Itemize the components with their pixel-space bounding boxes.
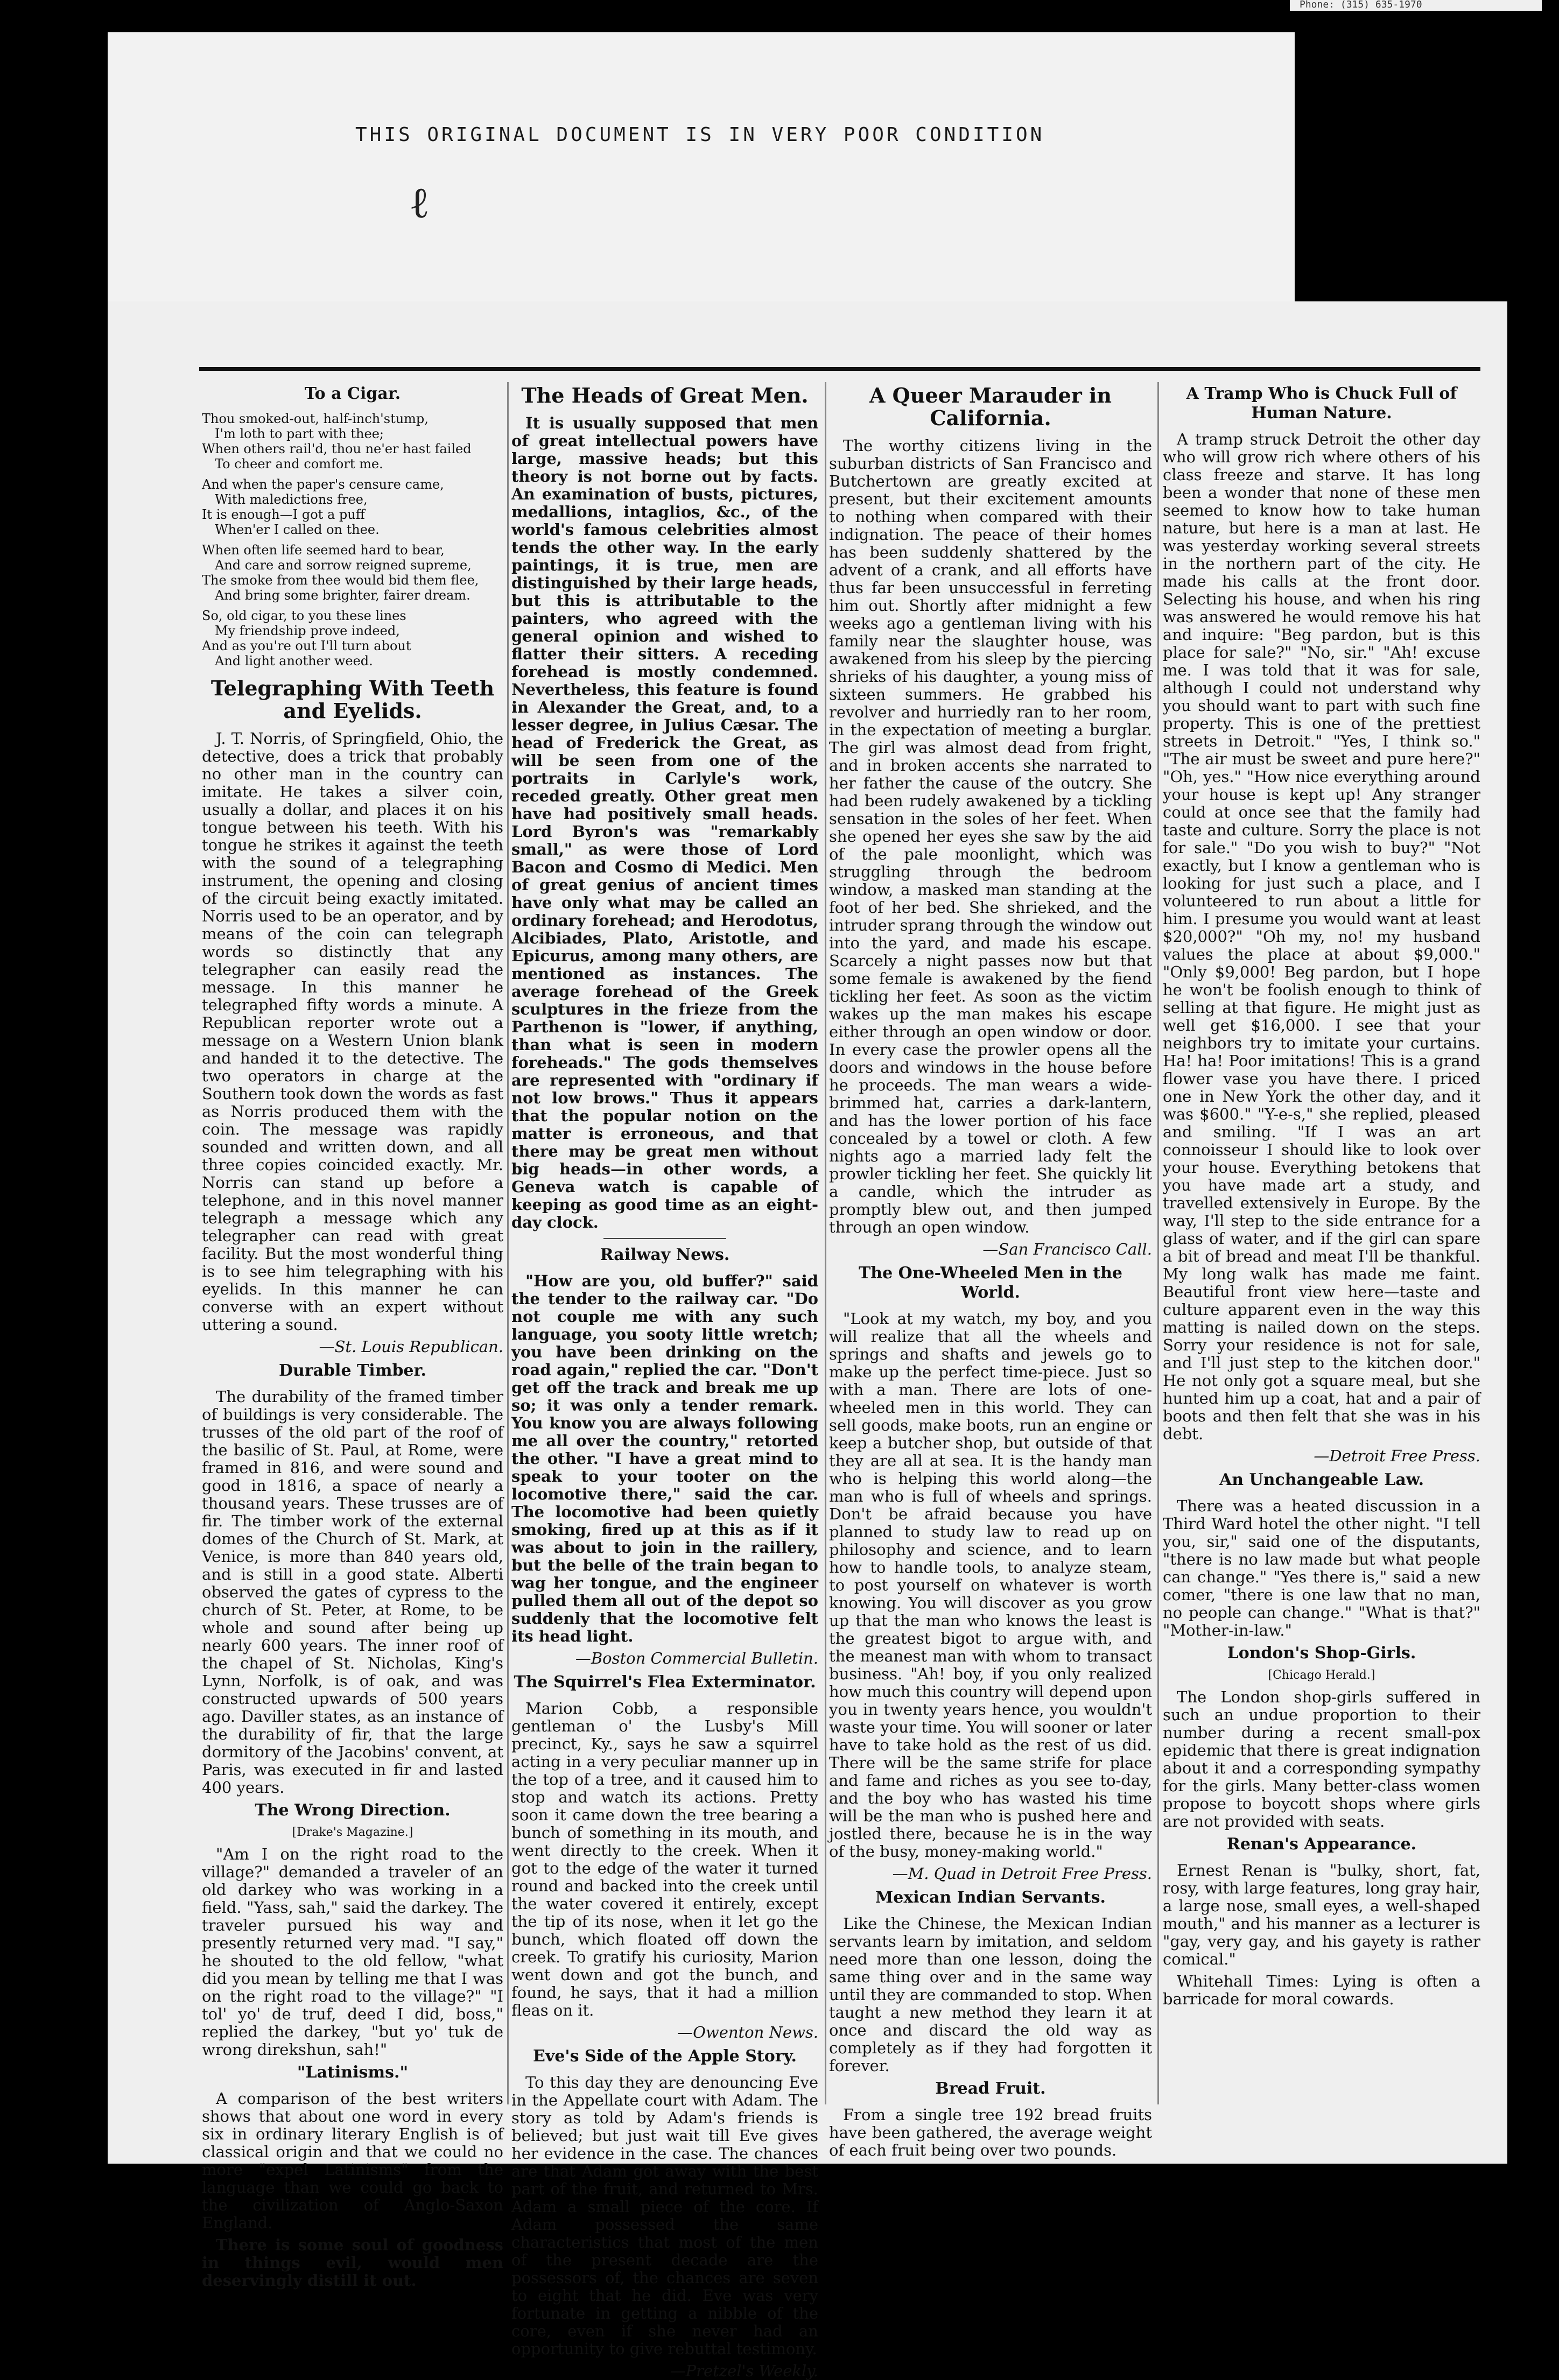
article-body: To this day they are denouncing Eve in the Appellate court with Adam. The story as told by Adam's friends is believed; but just wait till Eve gives her evidence in the case. The chances are that Adam got away with the best part of the fruit, and returned to Mrs. Adam a small piece of the core. If Adam possessed the same characteristics that most of the men of the present decade are the possessors of, the chances are seven to eight that he did. Eve was very fortunate in getting a nibble of the core, even if she never had an opportunity to give rebuttal testimony. — [511, 2073, 818, 2358]
column-separator — [1157, 382, 1159, 2104]
article-title: Mexican Indian Servants. — [875, 1888, 1106, 1907]
article-title: A Queer Marauder in California. — [869, 383, 1112, 430]
poem-line: When often life seemed hard to bear, — [202, 543, 445, 558]
poem-line: Thou smoked-out, half-inch'stump, — [202, 411, 429, 426]
article-title: Eve's Side of the Apple Story. — [533, 2047, 797, 2066]
article-source: [Drake's Magazine.] — [292, 1826, 413, 1839]
article-title: Bread Fruit. — [935, 2079, 1046, 2098]
article-body: From a single tree 192 bread fruits have been gathered, the average weight of each fruit being over two pounds. — [829, 2106, 1152, 2159]
article-body: Ernest Renan is "bulky, short, fat, rosy, with large features, long gray hair, a large nose, small eyes, a well-shaped mouth," and his manner as a lecturer is "gay, very gay, and his gayety is rather comical." — [1163, 1861, 1480, 1968]
article-title: The Heads of Great Men. — [521, 383, 809, 407]
article-body: "Look at my watch, my boy, and you will realize that all the wheels and springs and shafts and jewels go to make up the perfect time-piece. Just so with a man. There are lots of one-wheeled men in this world. They can sell goods, make boots, run an engine or keep a butcher shop, but outside of that they are all at sea. It is the handy man who is helping this world along—the man who is full of wheels and springs. Don't be afraid because you have planned to study law to read up on philosophy and science, and to learn how to handle tools, to analyze steam, to post yourself on whatever is worth knowing. You will discover as you grow up that the man who knows the least is the greatest bigot to argue with, and the meanest man with whom to transact business. "Ah! boy, if you only realized how much this country will depend upon you in twenty years hence, you wouldn't waste your time. You will sooner or later have to take hold as the rest of us did. There will be the same strife for place and fame and riches as you see to-day, and the boy who has wasted his time will be the man who is pushed here and jostled there, because he is in the way of the busy, money-making world." — [829, 1309, 1152, 1861]
article-source: —Owenton News. — [677, 2023, 818, 2041]
poem-line: When'er I called on thee. — [215, 522, 380, 537]
article-title: Durable Timber. — [279, 1361, 426, 1380]
article-body: "How are you, old buffer?" said the tender to the railway car. "Do not couple me with any such language, you sooty little wretch; you have been drinking on the road again," replied the car. "Don't get off the track and break me up so; it was only a tender remark. You know you are always following me all over the country," retorted the other. "I have a great mind to speak to your tooter on the locomotive there," said the car. The locomotive had been quietly smoking, fired up at this as if it was about to join in the raillery, but the belle of the train began to wag her tongue, and the engineer pulled them all out of the depot so suddenly that the locomotive felt its head light. — [511, 1272, 818, 1645]
notice-sheet — [108, 32, 1295, 301]
column-separator — [507, 382, 509, 2104]
column-3 — [829, 382, 1152, 2159]
article-title: An Unchangeable Law. — [1219, 1470, 1424, 1489]
poem-line: To cheer and comfort me. — [215, 456, 383, 471]
article-body: There is some soul of goodness in things evil, would men deservingly distill it out. — [202, 2236, 503, 2290]
article-title: The Squirrel's Flea Exterminator. — [514, 1673, 816, 1692]
article-source: [Chicago Herald.] — [1268, 1668, 1375, 1682]
article-title: To a Cigar. — [304, 384, 401, 403]
article-title: Telegraphing With Teeth and Eyelids. — [210, 676, 495, 723]
article-body: Whitehall Times: Lying is often a barricade for moral cowards. — [1163, 1972, 1480, 2008]
article-body: It is usually supposed that men of great intellectual powers have large, massive heads; but this theory is not borne out by facts. An examination of busts, pictures, medallions, intaglios, &c., of the world's famous celebrities almost tends the other way. In the early paintings, it is true, men are distinguished by their large heads, but this is attributable to the painters, who agreed with the general opinion and wished to flatter their sitters. A receding forehead is mostly condemned. Nevertheless, this feature is found in Alexander the Great, and, to a lesser degree, in Julius Cæsar. The head of Frederick the Great, as will be seen from one of the portraits in Carlyle's work, receded greatly. Other great men have had positively small heads. Lord Byron's was "remarkably small," as were those of Lord Bacon and Cosmo di Medici. Men of great genius of ancient times have only what may be called an ordinary forehead; and Herodotus, Alcibiades, Plato, Aristotle, and Epicurus, among many others, are mentioned as instances. The average forehead of the Greek sculptures in the frieze from the Parthenon is "lower, if anything, than what is seen in modern foreheads." The gods themselves are represented with "ordinary if not low brows." Thus it appears that the popular notion on the matter is erroneous, and that there may be great men without big heads—in other words, a Geneva watch is capable of keeping as good time as an eight-day clock. — [511, 414, 818, 1231]
article-body: J. T. Norris, of Springfield, Ohio, the detective, does a trick that probably no other man in the country can imitate. He takes a silver coin, usually a dollar, and places it on his tongue between his teeth. With his tongue he strikes it against the teeth with the sound of a telegraphing instrument, the opening and closing of the circuit being exactly imitated. Norris used to be an operator, and by means of the coin can telegraph words so distinctly that any telegrapher can easily read the message. In this manner he telegraphed fifty words a minute. A Republican reporter wrote out a message on a Western Union blank and handed it to the detective. The two operators in charge at the Southern took down the words as fast as Norris produced them with the coin. The message was rapidly sounded and written down, and all three copies coincided exactly. Mr. Norris can stand up before a telephone, and in this novel manner telegraph a message which any telegrapher can read with great facility. But the most wonderful thing is to see him telegraphing with his eyelids. In this manner he can converse with an expert without uttering a sound. — [202, 729, 503, 1334]
poem-line: With maledictions free, — [215, 492, 368, 507]
article-title: London's Shop-Girls. — [1227, 1644, 1416, 1663]
article-body: "Am I on the right road to the village?" demanded a traveler of an old darkey who was working in a field. "Yass, sah," said the darkey. The traveler pursued his way and presently returned very mad. "I say," he shouted to the old fellow, "what did you mean by telling me that I was on the right road to the village?" "I tol' yo' de truf, deed I did, boss," replied the darkey, "but yo' tuk de wrong direkshun, sah!" — [202, 1845, 503, 2059]
article-source: —Detroit Free Press. — [1314, 1447, 1480, 1465]
article-source: —St. Louis Republican. — [319, 1337, 503, 1356]
article-title: Renan's Appearance. — [1226, 1835, 1417, 1854]
poem-line: So, old cigar, to you these lines — [202, 608, 406, 623]
article-body: A tramp struck Detroit the other day who will grow rich where others of his class freeze and starve. It has long been a wonder that none of these men seemed to know how to take human nature, but here is a man at last. He was yesterday working several streets in the northern part of the city. He made his calls at the front door. Selecting his house, and when his ring was answered he would remove his hat and inquire: "Beg pardon, but is this place for sale?" "No, sir." "Ah! excuse me. I was told that it was for sale, although I could not understand why you should want to part with such fine property. This is one of the prettiest streets in Detroit." "Yes, I think so." "The air must be sweet and pure here?" "Oh, yes." "How nice everything around your house is kept up! Any stranger could at once see that the family had taste and culture. Sorry the place is not for sale." "Do you wish to buy?" "Not exactly, but I know a gentleman who is looking for just such a place, and I volunteered to run about a little for him. I presume you would want at least $20,000?" "Oh my, no! my husband values the place at about $9,000." "Only $9,000! Beg pardon, but I hope he won't be foolish enough to think of selling at that figure. He might just as well get $16,000. I see that your neighbors try to imitate your curtains. Ha! ha! Poor imitations! This is a grand flower vase you have there. I priced one in New York the other day, and it was $600." "Y-e-s," she replied, pleased and smiling. "If I was an art connoisseur I should like to look over your house. Everything betokens that you have made art a study, and travelled extensively in Europe. By the way, I'll step to the side entrance for a glass of water, and if the girl can spare a bit of bread and meat I'll be thankful. My long walk has made me faint. Beautiful front view here—taste and culture apparent even in the way this matting is nailed down on the steps. Sorry your residence is not for sale, and I'll just step to the kitchen door." He not only got a square meal, but she hunted him up a coat, hat and a pair of boots and then felt that she was in his debt. — [1163, 430, 1480, 1443]
article-title: Railway News. — [600, 1245, 730, 1264]
poem-line: It is enough—I got a puff — [202, 507, 365, 522]
article-body: The durability of the framed timber of buildings is very considerable. The trusses of the old part of the roof of the basilic of St. Paul, at Rome, were framed in 816, and were sound and good in 1816, a space of nearly a thousand years. These trusses are of fir. The timber work of the external domes of the Church of St. Mark, at Venice, is more than 840 years old, and is still in a good state. Alberti observed the gates of cypress to the church of St. Peter, at Rome, to be whole and sound after being up nearly 600 years. The inner roof of the chapel of St. Nicholas, King's Lynn, Norfolk, is of oak, and was constructed upwards of 500 years ago. Daviller states, as an instance of the durability of fir, that the large dormitory of the Jacobins' convent, at Paris, was executed in fir and lasted 400 years. — [202, 1388, 503, 1797]
article-source: —Boston Commercial Bulletin. — [575, 1649, 818, 1667]
article-source: —M. Quad in Detroit Free Press. — [892, 1864, 1152, 1883]
article-title: The One-Wheeled Men in the World. — [858, 1264, 1123, 1302]
phone-tag: Phone: (315) 635-1970 — [1290, 0, 1542, 11]
article-body: The London shop-girls suffered in such an undue proportion to their number during a recent small-pox epidemic that there is great indignation about it and a corresponding sympathy for the girls. Many better-class women propose to boycott shops where girls are not provided with seats. — [1163, 1688, 1480, 1830]
article-title: A Tramp Who is Chuck Full of Human Nature. — [1186, 384, 1457, 423]
poem-line: When others rail'd, thou ne'er hast failed — [202, 441, 472, 456]
condition-notice: THIS ORIGINAL DOCUMENT IS IN VERY POOR CONDITION — [355, 124, 1045, 146]
article-title: The Wrong Direction. — [255, 1801, 451, 1820]
poem-line: And light another weed. — [215, 653, 373, 668]
poem-line: And bring some brighter, fairer dream. — [215, 588, 470, 603]
column-4 — [1163, 382, 1480, 2147]
article-body: The worthy citizens living in the suburban districts of San Francisco and Butchertown are greatly excited at present, but their excitement amounts to nothing when compared with their indignation. The peace of their homes has been suddenly shattered by the advent of a crank, and all efforts have thus far been unsuccessful in ferreting him out. Shortly after midnight a few weeks ago a gentleman living with his family near the slaughter house, was awakened from his sleep by the piercing shrieks of his daughter, a young miss of sixteen summers. He grabbed his revolver and hurriedly ran to her room, in the expectation of meeting a burglar. The girl was almost dead from fright, and in broken accents she narrated to her father the cause of the outcry. She had been rudely awakened by a tickling sensation in the soles of her feet. When she opened her eyes she saw by the aid of the pale moonlight, which was struggling through the bedroom window, a masked man standing at the foot of her bed. She shrieked, and the intruder sprang through the window out into the yard, and made his escape. Scarcely a night passes now but that some female is awakened by the fiend tickling her feet. As soon as the victim wakes up the man makes his escape either through an open window or door. In every case the prowler opens all the doors and windows in the house before he proceeds. The man wears a wide-brimmed hat, carries a dark-lantern, and has the lower portion of his face concealed by a towel or cloth. A few nights ago a married lady felt the prowler tickling her feet. She quickly lit a candle, which the intruder as promptly blew out, and then jumped through an open window. — [829, 436, 1152, 1236]
cigar-poem — [202, 411, 503, 668]
article-title: "Latinisms." — [297, 2063, 409, 2082]
column-separator — [825, 382, 826, 2104]
column-1 — [202, 382, 503, 2290]
divider — [603, 1238, 726, 1239]
article-source: —Pretzel's Weekly. — [670, 2362, 818, 2380]
poem-line: And care and sorrow reigned supreme, — [215, 558, 472, 573]
poem-line: My friendship prove indeed, — [215, 623, 400, 638]
poem-line: I'm loth to part with thee; — [215, 426, 384, 441]
page-header-rule — [199, 367, 1480, 371]
article-body: Like the Chinese, the Mexican Indian servants learn by imitation, and seldom need more than one lesson, doing the same thing over and in the same way until they are commanded to stop. When taught a new method they learn it at once and discard the old way as completely as if they had forgotten it forever. — [829, 1914, 1152, 2075]
article-body: There was a heated discussion in a Third Ward hotel the other night. "I tell you, sir," said one of the disputants, "there is no law made but what people can change." "Yes there is," said a new comer, "there is one law that no man, no people can change." "What is that?" "Mother-in-law." — [1163, 1497, 1480, 1639]
poem-line: And as you're out I'll turn about — [202, 638, 411, 653]
article-body: A comparison of the best writers shows that about one word in every six in ordinary literary English is of classical origin and that we could no more "expel Latinisms" from the language than we could go back to the civilization of Anglo-Saxon England. — [202, 2089, 503, 2232]
poem-line: The smoke from thee would bid them flee, — [202, 573, 479, 588]
pen-scratch-mark: ℓ — [409, 178, 430, 228]
newspaper-page — [108, 301, 1507, 2380]
article-source: —San Francisco Call. — [982, 1240, 1152, 1258]
article-body: Marion Cobb, a responsible gentleman o' the Lusby's Mill precinct, Ky., says he saw a squirrel acting in a very peculiar manner up in the top of a tree, and it caused him to stop and watch its actions. Pretty soon it came down the tree bearing a bunch of something in its mouth, and went directly to the creek. When it got to the edge of the water it turned round and backed into the creek until the water covered it entirely, except the tip of its nose, when it let go the bunch, which floated off down the creek. To gratify his curiosity, Marion went down and got the bunch, and found, he says, that it had a million fleas on it. — [511, 1699, 818, 2019]
column-2 — [511, 382, 818, 2380]
poem-line: And when the paper's censure came, — [202, 477, 444, 492]
